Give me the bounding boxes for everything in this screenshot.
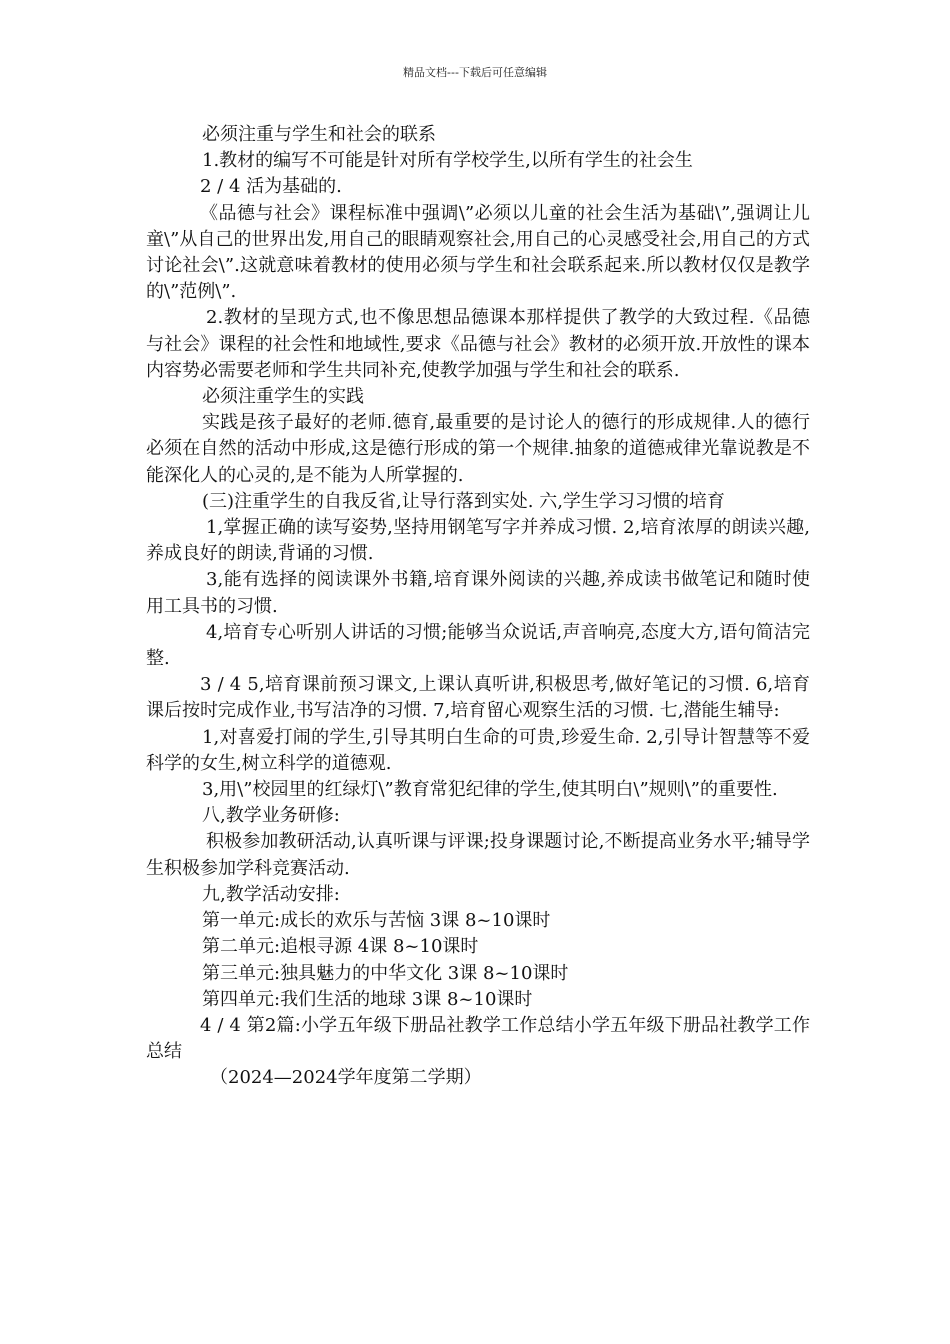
schedule-item: 第四单元:我们生活的地球 3课 8~10课时 (202, 988, 533, 1010)
paragraph: 3,能有选择的阅读课外书籍,培育课外阅读的兴趣,养成读书做笔记和随时使用工具书的习惯. (146, 569, 810, 617)
document-body (146, 122, 810, 1092)
paragraph: 积极参加教研活动,认真听课与评课;投身课题讨论,不断提高业务水平;辅导学生积极参加学科竞赛活动. (146, 831, 810, 879)
page-header: 精品文档---下载后可任意编辑 (403, 66, 547, 79)
section-heading: 必须注重学生的实践 (202, 386, 364, 408)
paragraph: 1,对喜爱打闹的学生,引导其明白生命的可贵,珍爱生命. 2,引导计智慧等不爱科学的女生,树立科学的道德观. (146, 726, 810, 774)
paragraph: （2024—2024学年度第二学期） (210, 1067, 482, 1089)
paragraph: 2.教材的呈现方式,也不像思想品德课本那样提供了教学的大致过程.《品德与社会》课程的社会性和地域性,要求《品德与社会》教材的必须开放.开放性的课本内容势必需要老师和学生共同补充,使教学加强与学生和社会的联系. (146, 307, 810, 381)
section-heading: 必须注重与学生和社会的联系 (202, 124, 436, 145)
paragraph: 1,掌握正确的读写姿势,坚持用钢笔写字并养成习惯. 2,培育浓厚的朗读兴趣,养成良好的朗读,背诵的习惯. (146, 517, 810, 565)
schedule-item: 第三单元:独具魅力的中华文化 3课 8~10课时 (202, 962, 569, 984)
schedule-item: 第一单元:成长的欢乐与苦恼 3课 8~10课时 (202, 910, 551, 932)
paragraph: 4 / 4 第2篇:小学五年级下册品社教学工作总结小学五年级下册品社教学工作总结 (146, 1014, 810, 1063)
section-heading: 九,教学活动安排: (202, 883, 340, 905)
section-heading: 八,教学业务研修: (202, 805, 340, 827)
paragraph: 《品德与社会》课程标准中强调\”必须以儿童的社会生活为基础\”,强调让儿童\”从自己的世界出发,用自己的眼睛观察社会,用自己的心灵感受社会,用自己的方式讨论社会\”.这就意味着教材的使用必须与学生和社会联系起来.所以教材仅仅是教学的\”范例\”. (146, 202, 810, 303)
paragraph: 4,培育专心听别人讲话的习惯;能够当众说话,声音响亮,态度大方,语句简洁完整. (146, 621, 810, 670)
paragraph: 实践是孩子最好的老师.德育,最重要的是讨论人的德行的形成规律.人的德行必须在自然的活动中形成,这是德行形成的第一个规律.抽象的道德戒律光靠说教是不能深化人的心灵的,是不能为人所掌握的. (146, 412, 810, 486)
schedule-item: 第二单元:追根寻源 4课 8~10课时 (202, 936, 479, 958)
paragraph: 2 / 4 活为基础的. (200, 176, 342, 198)
paragraph: 3,用\”校园里的红绿灯\”教育常犯纪律的学生,使其明白\”规则\”的重要性. (202, 779, 778, 801)
paragraph: 3 / 4 5,培育课前预习课文,上课认真听讲,积极思考,做好笔记的习惯. 6,培育课后按时完成作业,书写洁净的习惯. 7,培育留心观察生活的习惯. 七,潜能生辅导: (146, 674, 810, 722)
paragraph: (三)注重学生的自我反省,让导行落到实处. 六,学生学习习惯的培育 (202, 490, 725, 512)
paragraph: 1.教材的编写不可能是针对所有学校学生,以所有学生的社会生 (202, 150, 693, 172)
